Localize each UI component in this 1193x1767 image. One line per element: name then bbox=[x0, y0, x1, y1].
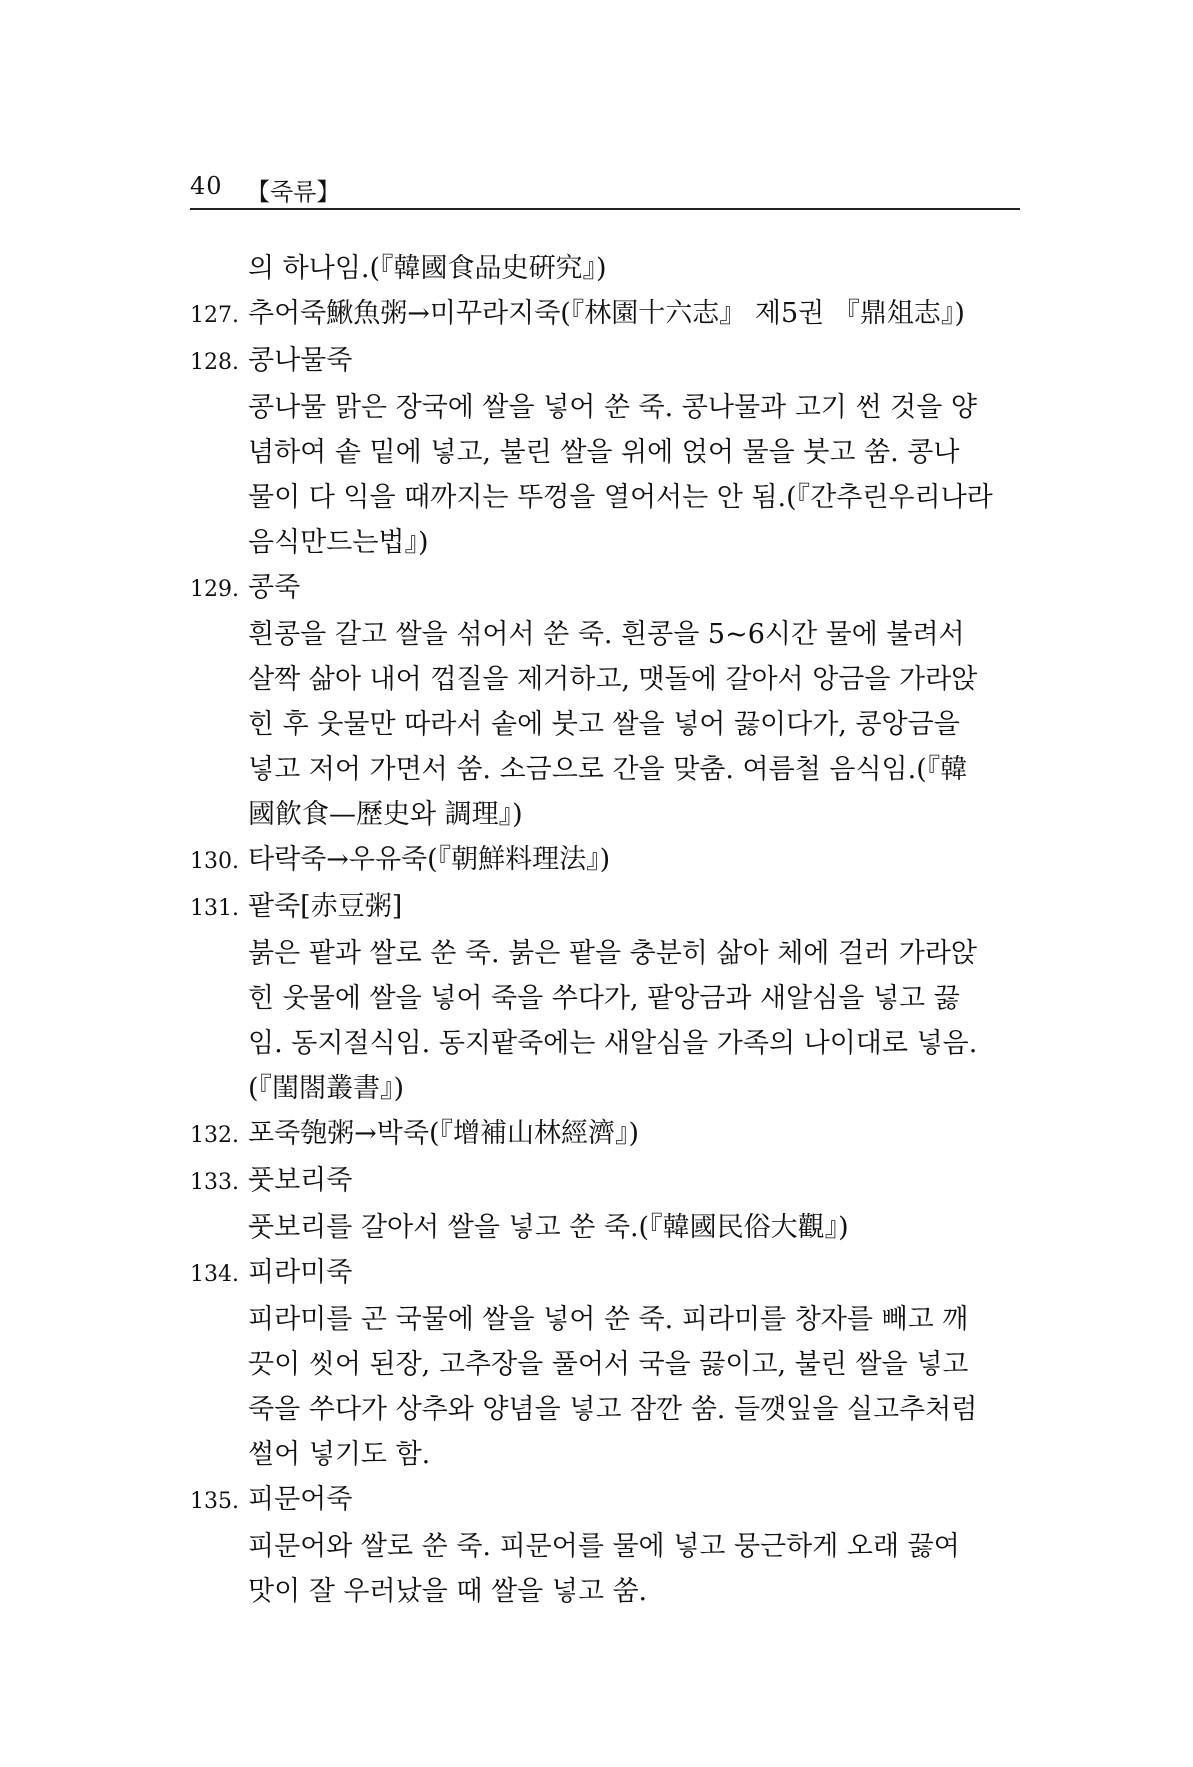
entry-131 bbox=[190, 884, 1020, 931]
entry-number: 129. bbox=[190, 577, 239, 602]
entry-title: 피라미죽 bbox=[248, 1257, 353, 1288]
entry-title: 풋보리죽 bbox=[248, 1165, 353, 1196]
entry-text-line: 맛이 잘 우러났을 때 쌀을 넣고 쑴. bbox=[248, 1576, 648, 1607]
entry-text-line: 풋보리를 갈아서 쌀을 넣고 쑨 죽.(『韓國民俗大觀』) bbox=[248, 1212, 849, 1243]
entry-135 bbox=[190, 1477, 1020, 1524]
entry-title: 피문어죽 bbox=[248, 1484, 353, 1515]
entry-text-line: 죽을 쑤다가 상추와 양념을 넣고 잠깐 쑴. 들깻잎을 실고추처럼 bbox=[248, 1394, 978, 1425]
entry-number: 135. bbox=[190, 1489, 239, 1514]
entry-129 bbox=[190, 565, 1020, 612]
page-header bbox=[190, 162, 1020, 210]
page-body bbox=[190, 246, 1020, 1614]
entry-title: 추어죽鰍魚粥→미꾸라지죽(『林園十六志』 제5권 『鼎俎志』) bbox=[248, 298, 965, 329]
entry-number: 134. bbox=[190, 1262, 239, 1287]
entry-title: 콩나물죽 bbox=[248, 345, 353, 376]
running-head: 【죽류】 bbox=[246, 178, 341, 206]
entry-text-line: 붉은 팥과 쌀로 쑨 죽. 붉은 팥을 충분히 삶아 체에 걸러 가라앉 bbox=[248, 938, 977, 969]
entry-number: 132. bbox=[190, 1123, 239, 1148]
entry-text-line: 임. 동지절식임. 동지팥죽에는 새알심을 가족의 나이대로 넣음. bbox=[248, 1028, 978, 1059]
entry-130 bbox=[190, 837, 1020, 884]
entry-text-line: 피라미를 곤 국물에 쌀을 넣어 쑨 죽. 피라미를 창자를 빼고 깨 bbox=[248, 1304, 969, 1335]
entry-number: 128. bbox=[190, 350, 239, 375]
continuation-line: 의 하나임.(『韓國食品史硏究』) bbox=[248, 253, 607, 284]
entry-title: 타락죽→우유죽(『朝鮮料理法』) bbox=[248, 844, 611, 875]
entry-title: 팥죽[赤豆粥] bbox=[248, 891, 403, 922]
entry-128 bbox=[190, 338, 1020, 385]
entry-127 bbox=[190, 291, 1020, 338]
entry-text-line: 國飮食—歷史와 調理』) bbox=[248, 799, 523, 830]
entry-text-line: (『閨閤叢書』) bbox=[248, 1073, 405, 1104]
entry-text-line: 콩나물 맑은 장국에 쌀을 넣어 쑨 죽. 콩나물과 고기 썬 것을 양 bbox=[248, 392, 977, 423]
entry-text-line: 힌 웃물에 쌀을 넣어 죽을 쑤다가, 팥앙금과 새알심을 넣고 끓 bbox=[248, 983, 960, 1014]
entry-title: 포죽匏粥→박죽(『增補山林經濟』) bbox=[248, 1118, 640, 1149]
entry-number: 133. bbox=[190, 1170, 239, 1195]
entry-text-line: 흰콩을 갈고 쌀을 섞어서 쑨 죽. 흰콩을 5~6시간 물에 불려서 bbox=[248, 619, 965, 650]
entry-text-line: 피문어와 쌀로 쑨 죽. 피문어를 물에 넣고 뭉근하게 오래 끓여 bbox=[248, 1531, 960, 1562]
entry-text-line: 넣고 저어 가면서 쑴. 소금으로 간을 맞춤. 여름철 음식임.(『韓 bbox=[248, 754, 968, 785]
entry-title: 콩죽 bbox=[248, 572, 301, 603]
entry-133 bbox=[190, 1158, 1020, 1205]
entry-134 bbox=[190, 1250, 1020, 1297]
entry-number: 127. bbox=[190, 303, 239, 328]
entry-text-line: 음식만드는법』) bbox=[248, 527, 429, 558]
entry-number: 131. bbox=[190, 896, 239, 921]
entry-number: 130. bbox=[190, 849, 239, 874]
entry-text-line: 끗이 씻어 된장, 고추장을 풀어서 국을 끓이고, 불린 쌀을 넣고 bbox=[248, 1349, 969, 1380]
entry-text-line: 물이 다 익을 때까지는 뚜껑을 열어서는 안 됨.(『간추린우리나라 bbox=[248, 482, 993, 513]
entry-text-line: 힌 후 웃물만 따라서 솥에 붓고 쌀을 넣어 끓이다가, 콩앙금을 bbox=[248, 709, 960, 740]
page-number: 40 bbox=[190, 172, 223, 200]
entry-text-line: 념하여 솥 밑에 넣고, 불린 쌀을 위에 얹어 물을 붓고 쑴. 콩나 bbox=[248, 437, 960, 468]
entry-text-line: 썰어 넣기도 함. bbox=[248, 1439, 431, 1470]
entry-text-line: 살짝 삶아 내어 껍질을 제거하고, 맷돌에 갈아서 앙금을 가라앉 bbox=[248, 664, 978, 695]
entry-132 bbox=[190, 1111, 1020, 1158]
